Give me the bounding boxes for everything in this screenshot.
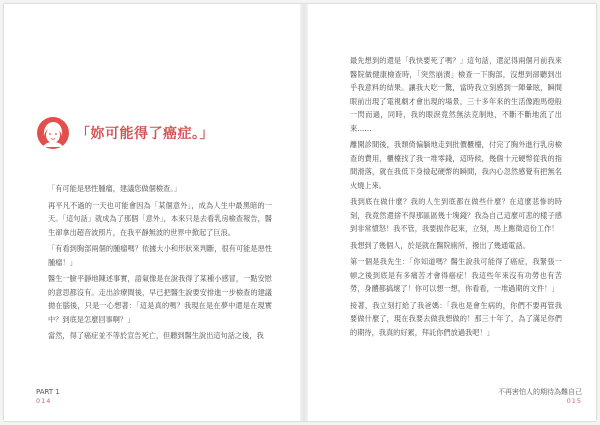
paragraph: 「有看到胸部兩個的腫瘤嗎？依據大小和形狀來判斷，很有可能是惡性腫瘤！」 [48, 244, 272, 267]
book-gutter [300, 4, 308, 421]
paragraph: 醫生一臉平靜地陳述事實，語氣像是在說我得了某種小感冒，一點安慰的意思都沒有。走出診療間後，早已把醫生說要安排進一步檢查的建議拋在腦後，只是一心想著：「這是真的嗎？我現在是在夢中還是在現實中？到底是怎麼回事啊？」 [48, 274, 272, 324]
chapter-heading [36, 116, 286, 152]
paragraph: 再平凡不過的一天也可能會因為「某個意外」，成為人生中最黑暗的一天。「這句話」就成為了那個「意外」，本來只是去看乳房檢查報告，醫生卻拿出超音波照片，在我平靜無波的世界中掀起了巨浪。 [48, 200, 272, 237]
paragraph: 當然，得了癌症並不等於宣告死亡，但聽到醫生說出這句話之後，我 [48, 331, 264, 340]
paragraph: 最先想到的還是「我快要死了嗎？」這句話，還記得兩個月前我來醫院做健康檢查時，「突然崩潰」檢查一下胸部，沒想到卻聽到出乎我意料的結果。讓我大吃一驚，當時我立刻感到一陣暈眩，瞬間眼前出現了電視劇才會出現的場景，三十多年來的生活像跑馬燈般一閃而過，同時，我的眼淚竟然無法克制地，不斷不斷地流了出來…… [350, 56, 562, 133]
paragraph: 我想到了幾個人，於是就在醫院廁所，撥出了幾通電話。 [350, 240, 530, 250]
right-page-footer [498, 388, 582, 406]
chapter-running-title: 不再害怕人的期待為難自己 [498, 388, 582, 396]
paragraph: 離開診間後，我頹倚偏躺地走到批價櫃檯，付完了胸外進行乳房檢查的費用，櫃檯找了我一堆零錢，這時候，幾個十元硬幣從我的指間滑落，就在我低下身撿起硬幣的瞬間，我內心忽然感覺有把無名火燒上來。 [350, 140, 562, 190]
right-page [308, 4, 596, 421]
left-page [4, 4, 300, 421]
right-body-text [350, 54, 562, 342]
left-body-text [48, 182, 272, 346]
paragraph: 接著，我立刻打給了我爸媽：「我也是會生病的，你們不要再管我要做什麼了，現在我要去做我想做的！那三十年了，為了滿足你們的期待，我真的好累，拜託你們放過我吧！」 [350, 300, 562, 337]
book-spread [4, 4, 596, 421]
part-label: PART 1 [36, 388, 60, 396]
page-number: 015 [566, 397, 582, 405]
paragraph: 第一個是我先生：「你知道嗎？醫生說我可能得了癌症，我緊張一頓之後到底是有多痛苦才會得癌症！我這些年來沒有功勞也有苦勞，身體都搞壞了！你可以想一想，你看看，一堆過期的文件！」 [350, 257, 562, 293]
left-page-footer [36, 388, 60, 406]
woman-avatar-icon [36, 116, 70, 150]
page-number: 014 [36, 397, 52, 405]
paragraph: 我到底在做什麼？我的人生到底都在做些什麼？在這麼悲慘的時刻，我竟然還捨不得那區區幾十塊錢？我為自己這麼可悲的樣子感到非常憤怒！我不管，我要振作起來，立刻，馬上應徵這份工作！ [350, 197, 562, 233]
chapter-title: 「妳可能得了癌症。」 [76, 126, 214, 142]
paragraph: 「有可能是惡性腫瘤，建議您做個檢查。」 [48, 184, 181, 193]
